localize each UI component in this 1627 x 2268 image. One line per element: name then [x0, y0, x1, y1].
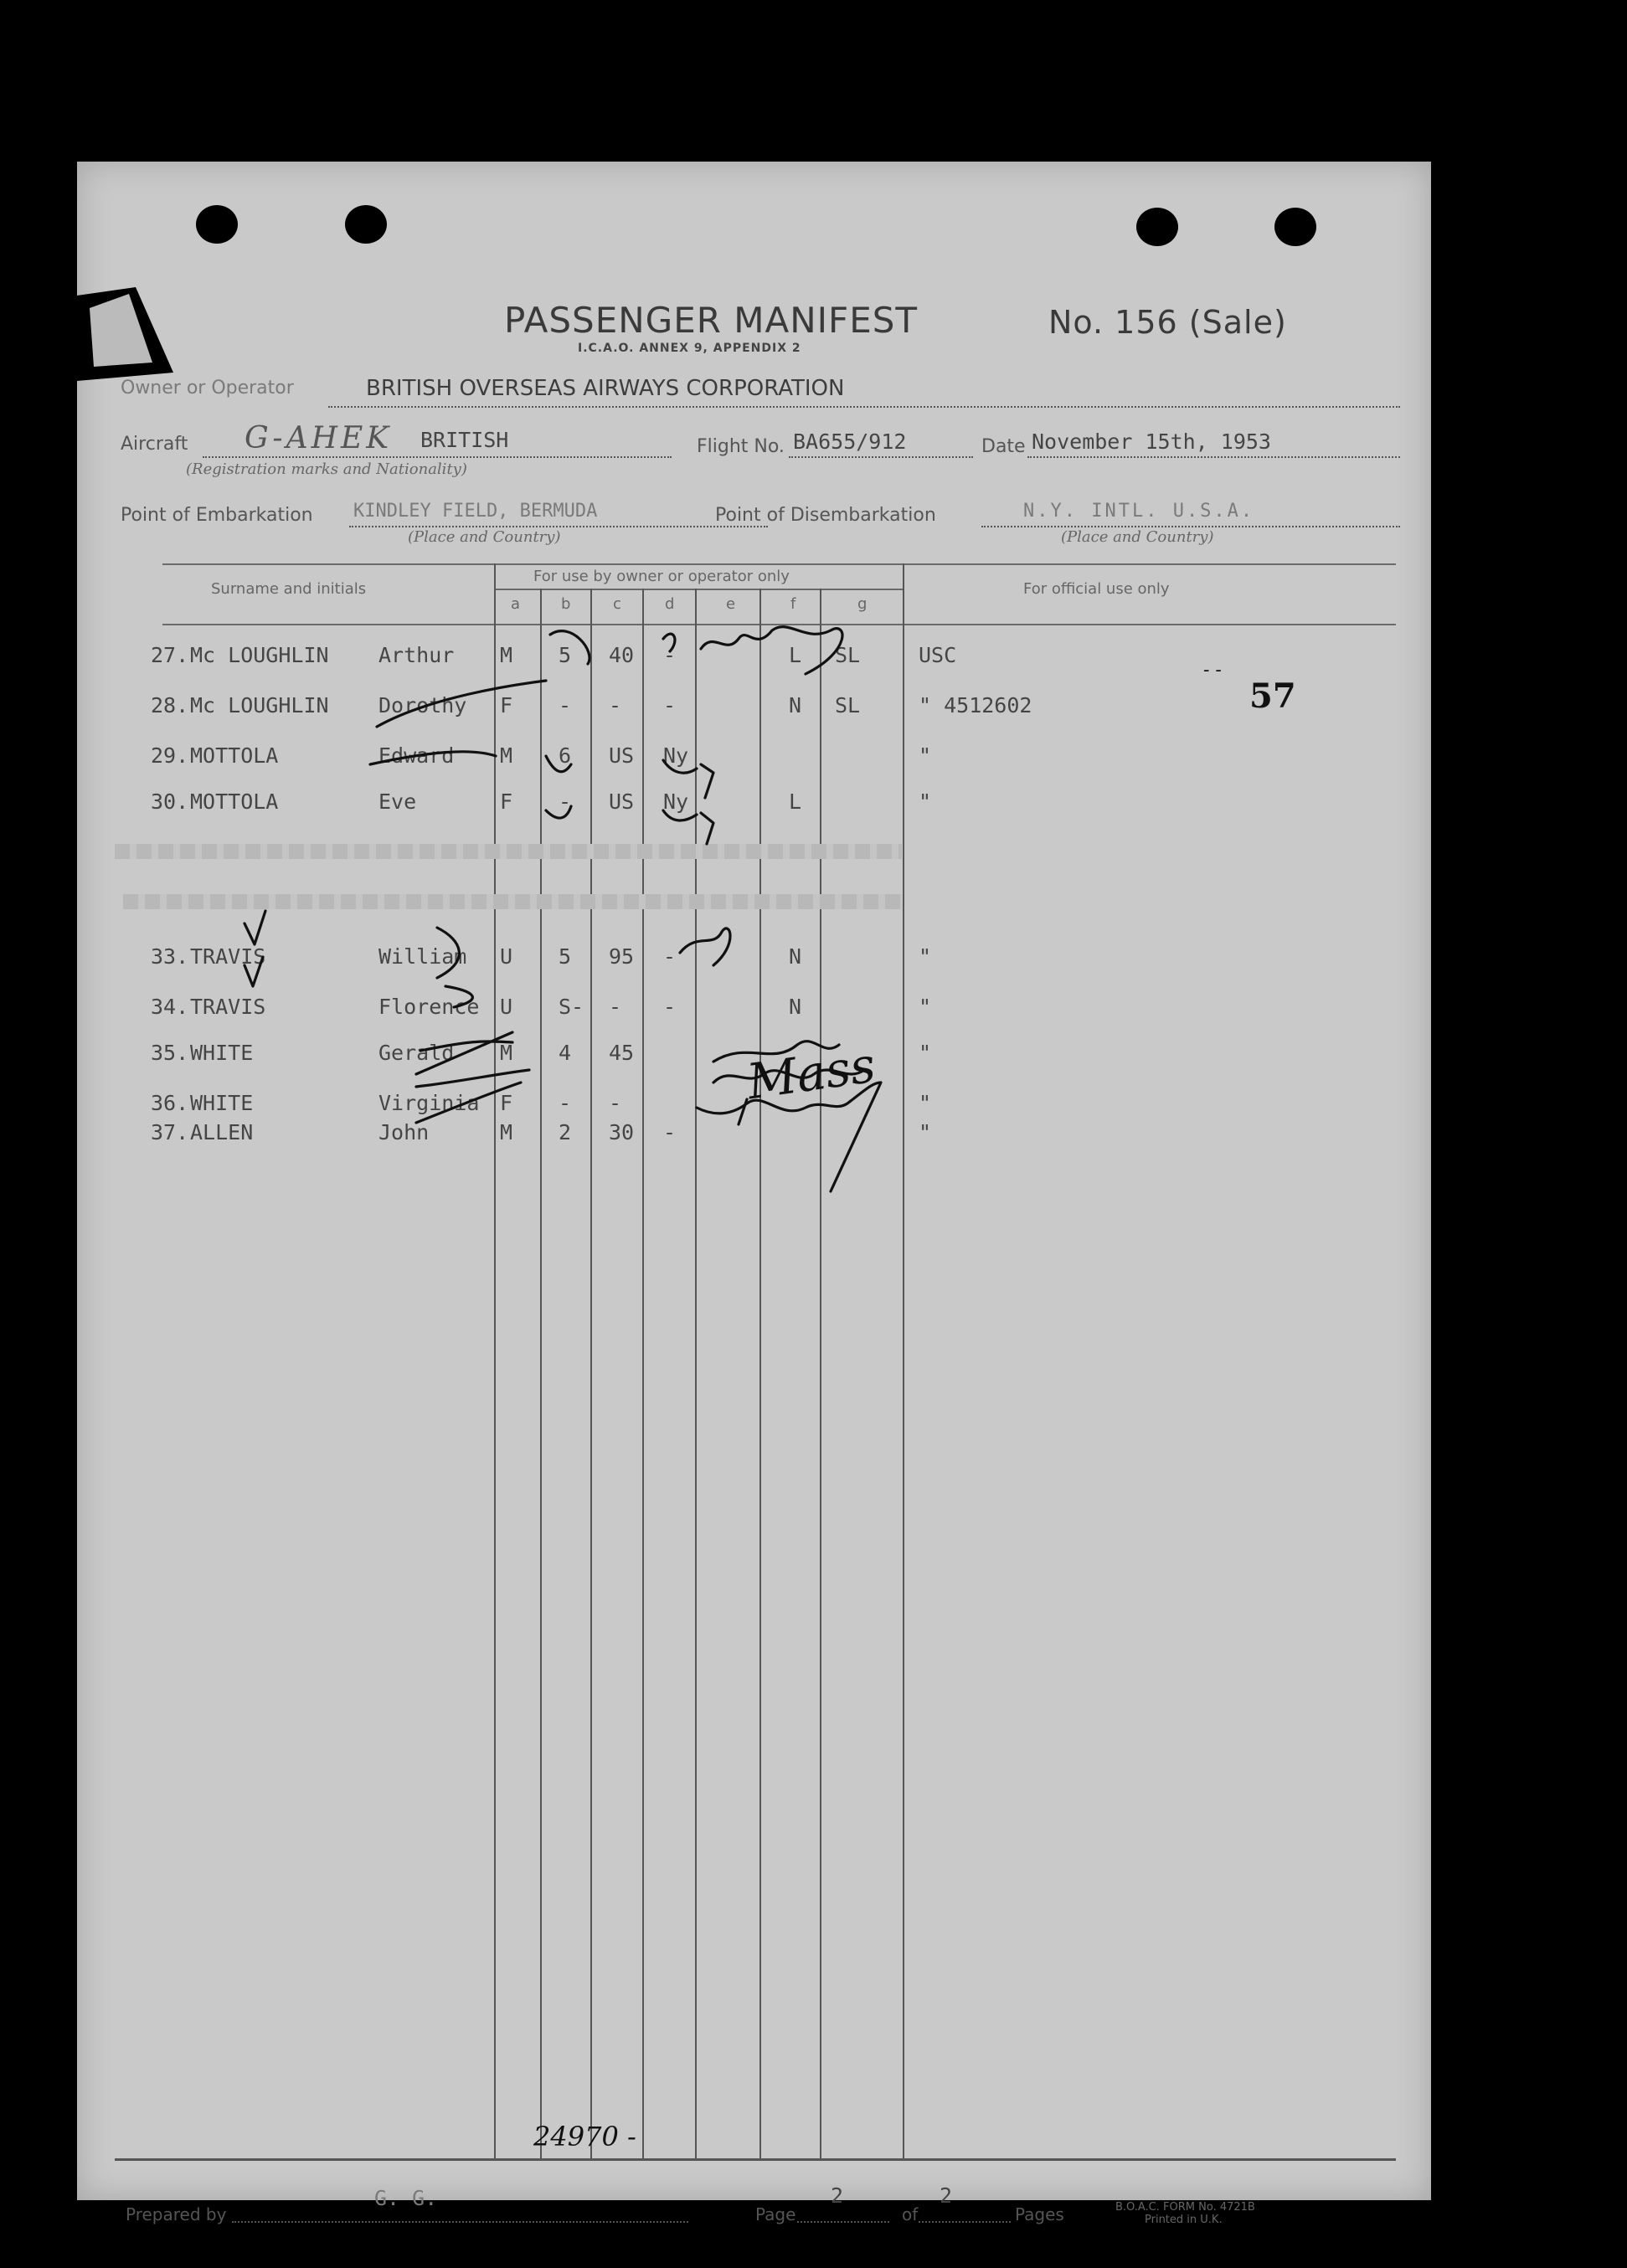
row-official: ": [919, 944, 932, 969]
row-col-c: -: [609, 1091, 622, 1115]
row-col-a: M: [500, 743, 513, 768]
flight-label: Flight No.: [697, 436, 785, 457]
row-col-f: N: [789, 944, 802, 969]
aircraft-note: (Registration marks and Nationality): [186, 460, 467, 478]
col-d: d: [665, 595, 675, 613]
row-given-name: Virginia: [378, 1091, 480, 1115]
surname-header: Surname and initials: [211, 580, 367, 598]
row-col-b: 5: [559, 944, 572, 969]
pages-label: Pages: [1015, 2204, 1064, 2224]
col-b: b: [561, 595, 571, 613]
page-line: [797, 2221, 889, 2223]
embark-value: KINDLEY FIELD, BERMUDA: [353, 501, 598, 522]
owner-label: Owner or Operator: [121, 378, 294, 399]
row-col-b: 5: [559, 643, 572, 667]
row-col-c: US: [609, 743, 635, 768]
row-official: ": [919, 743, 932, 768]
row-col-c: -: [609, 693, 622, 717]
row-number: 37.: [151, 1120, 189, 1144]
mass-annotation: Mass: [744, 1036, 879, 1111]
row-number: 27.: [151, 643, 189, 667]
aircraft-nationality: BRITISH: [420, 428, 509, 452]
embark-note: (Place and Country): [408, 528, 561, 546]
row-surname: MOTTOLA: [190, 743, 279, 768]
date-value: November 15th, 1953: [1032, 429, 1271, 454]
row-col-f: N: [789, 995, 802, 1019]
page-label: Page: [755, 2204, 796, 2224]
row-col-a: F: [500, 1091, 513, 1115]
row-surname: WHITE: [190, 1041, 254, 1065]
manifest-sheet: [77, 162, 1431, 2226]
col-g: g: [857, 595, 868, 613]
row-number: 35.: [151, 1041, 189, 1065]
row-official: ": [919, 789, 932, 814]
prepared-label: Prepared by: [126, 2204, 227, 2224]
col-e: e: [726, 595, 736, 613]
row-col-a: F: [500, 789, 513, 814]
row-col-d: -: [663, 693, 677, 717]
row-col-b: S-: [559, 995, 584, 1019]
row-col-c: 45: [609, 1041, 635, 1065]
row-col-c: 95: [609, 944, 635, 969]
row-official: USC: [919, 643, 957, 667]
row-col-b: 2: [559, 1120, 572, 1144]
disembark-note: (Place and Country): [1061, 528, 1214, 546]
row-col-a: M: [500, 1041, 513, 1065]
row-col-b: 6: [559, 743, 572, 768]
handwriting-strokes: [77, 162, 1431, 2200]
row-col-a: M: [500, 643, 513, 667]
row-col-b: -: [559, 1091, 572, 1115]
row-given-name: Florence: [378, 995, 480, 1019]
row-given-name: John: [378, 1120, 430, 1144]
row-surname: Mc LOUGHLIN: [190, 643, 329, 667]
row-surname: ALLEN: [190, 1120, 254, 1144]
row-official: ": [919, 1120, 932, 1144]
total-value: 24970 -: [533, 2121, 636, 2152]
row-col-f: N: [789, 693, 802, 717]
row-surname: TRAVIS: [190, 944, 266, 969]
row-surname: TRAVIS: [190, 995, 266, 1019]
row-col-d: -: [663, 995, 677, 1019]
disembark-label: Point of Disembarkation: [715, 505, 936, 526]
row-col-f: L: [789, 789, 802, 814]
row-col-a: U: [500, 944, 513, 969]
row-surname: WHITE: [190, 1091, 254, 1115]
row-official: ": [919, 1091, 932, 1115]
row-number: 29.: [151, 743, 189, 768]
row-col-d: Ny: [663, 789, 689, 814]
row-official: ": [919, 995, 932, 1019]
col-a: a: [511, 595, 521, 613]
row-col-a: M: [500, 1120, 513, 1144]
side-number-marks: - -: [1203, 660, 1222, 681]
manifest-title: PASSENGER MANIFEST: [504, 300, 919, 341]
side-number: 57: [1249, 676, 1296, 716]
official-header: For official use only: [1023, 580, 1170, 598]
form-printed: Printed in U.K.: [1145, 2214, 1223, 2226]
row-given-name: Dorothy: [378, 693, 467, 717]
row-surname: Mc LOUGHLIN: [190, 693, 329, 717]
row-given-name: Gerald: [378, 1041, 455, 1065]
footer-rule: [115, 2158, 1396, 2161]
row-col-b: -: [559, 693, 572, 717]
aircraft-registration: G-AHEK: [245, 421, 393, 455]
page-value: 2: [831, 2183, 844, 2208]
row-col-c: US: [609, 789, 635, 814]
prepared-line: [232, 2221, 688, 2223]
row-official: " 4512602: [919, 693, 1032, 717]
aircraft-label: Aircraft: [121, 434, 188, 455]
row-col-d: -: [663, 643, 677, 667]
embark-label: Point of Embarkation: [121, 505, 313, 526]
row-given-name: Edward: [378, 743, 455, 768]
col-c: c: [613, 595, 621, 613]
row-given-name: William: [378, 944, 467, 969]
flight-number: BA655/912: [793, 429, 907, 454]
of-value: 2: [940, 2183, 953, 2208]
row-col-c: -: [609, 995, 622, 1019]
row-col-d: -: [663, 944, 677, 969]
row-official: ": [919, 1041, 932, 1065]
prepared-value: G. G.: [374, 2186, 438, 2210]
manifest-subtitle: I.C.A.O. ANNEX 9, APPENDIX 2: [578, 342, 801, 355]
disembark-value: N.Y. INTL. U.S.A.: [1023, 501, 1255, 522]
row-surname: MOTTOLA: [190, 789, 279, 814]
row-given-name: Eve: [378, 789, 417, 814]
row-col-d: -: [663, 1120, 677, 1144]
row-col-g: SL: [835, 643, 861, 667]
date-label: Date: [981, 436, 1026, 457]
operator-header: For use by owner or operator only: [533, 568, 790, 585]
col-f: f: [790, 595, 796, 613]
row-col-c: 30: [609, 1120, 635, 1144]
row-col-c: 40: [609, 643, 635, 667]
row-col-a: F: [500, 693, 513, 717]
of-line: [919, 2221, 1011, 2223]
row-given-name: Arthur: [378, 643, 455, 667]
row-col-f: L: [789, 643, 802, 667]
row-number: 28.: [151, 693, 189, 717]
row-number: 34.: [151, 995, 189, 1019]
row-number: 36.: [151, 1091, 189, 1115]
row-col-d: Ny: [663, 743, 689, 768]
row-col-g: SL: [835, 693, 861, 717]
form-number: B.O.A.C. FORM No. 4721B: [1115, 2201, 1255, 2214]
of-label: of: [902, 2204, 919, 2224]
row-col-b: -: [559, 789, 572, 814]
row-number: 30.: [151, 789, 189, 814]
manifest-number: No. 156 (Sale): [1048, 304, 1287, 341]
row-col-a: U: [500, 995, 513, 1019]
row-col-b: 4: [559, 1041, 572, 1065]
owner-value: BRITISH OVERSEAS AIRWAYS CORPORATION: [366, 376, 845, 401]
row-number: 33.: [151, 944, 189, 969]
